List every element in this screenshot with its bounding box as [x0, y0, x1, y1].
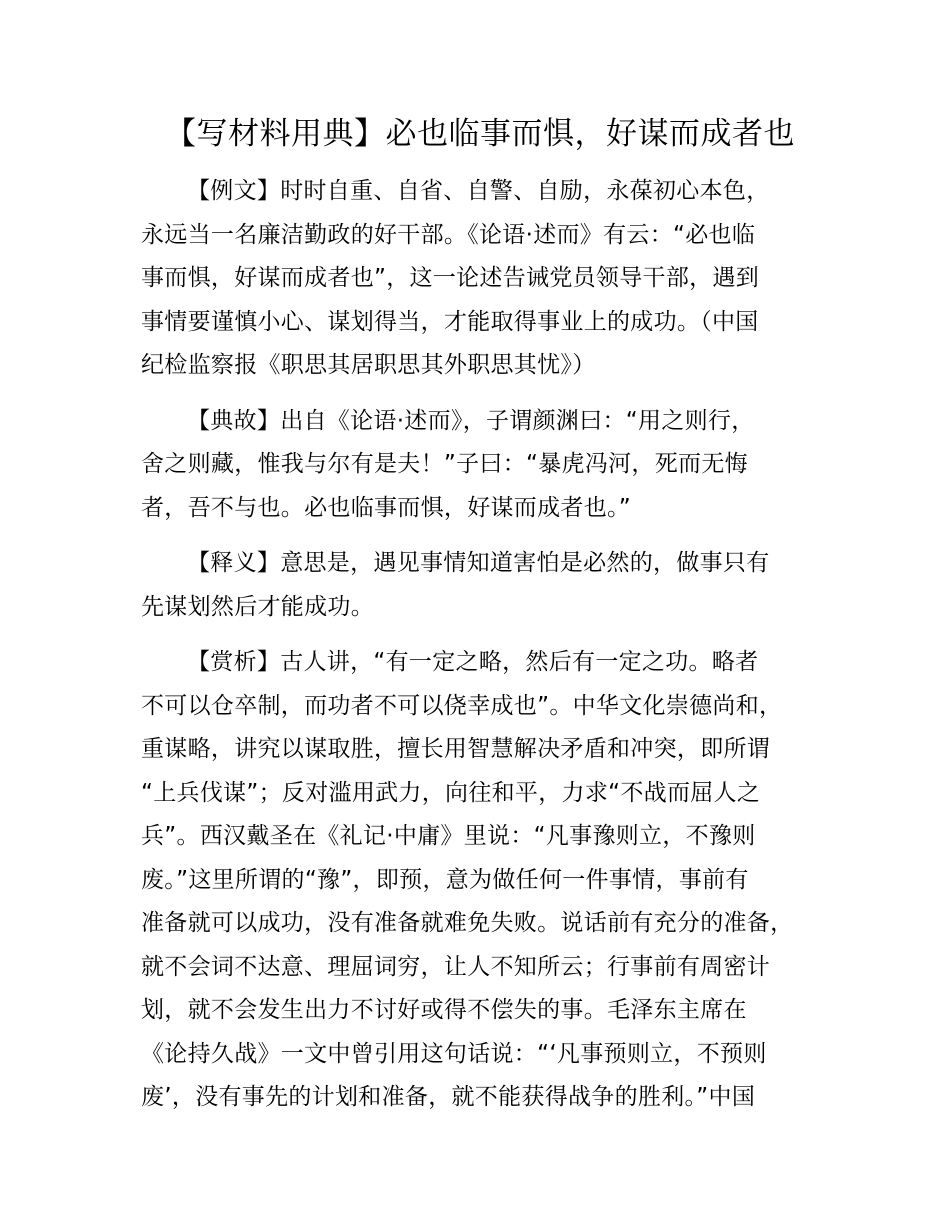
text-line: 舍之则藏，惟我与尔有是夫！”子曰：“暴虎冯河，死而无悔: [141, 451, 748, 477]
text-line: 【典故】出自《论语·述而》，子谓颜渊曰：“用之则行，: [187, 407, 755, 434]
text-line: 废’，没有事先的计划和准备，就不能获得战争的胜利。”中国: [141, 1084, 756, 1110]
text-line: 者，吾不与也。必也临事而惧，好谋而成者也。”: [141, 494, 632, 521]
text-line: 就不会词不达意、理屈词穷，让人不知所云；行事前有周密计: [141, 953, 771, 980]
text-line: 永远当一名廉洁勤政的好干部。《论语·述而》有云：“必也临: [141, 221, 756, 248]
text-line: 纪检监察报《职思其居职思其外职思其忧》）: [141, 352, 596, 378]
text-line: 【例文】时时自重、自省、自警、自励，永葆初心本色，: [187, 178, 770, 204]
paragraph-analysis: [141, 641, 841, 1120]
text-line: 准备就可以成功，没有准备就难免失败。说话前有充分的准备，: [141, 910, 794, 936]
text-line: 废。”这里所谓的“豫”，即预，意为做任何一件事情，事前有: [141, 866, 749, 893]
text-line: 不可以仓卒制，而功者不可以侥幸成也”。中华文化崇德尚和，: [141, 692, 783, 719]
document-title: 【写材料用典】必也临事而惧，好谋而成者也: [165, 116, 795, 152]
paragraph-allusion: [141, 400, 841, 531]
text-line: 【赏析】古人讲，“有一定之略，然后有一定之功。略者: [187, 649, 759, 675]
text-line: 事而惧，好谋而成者也”，这一论述告诫党员领导干部，遇到: [141, 265, 760, 291]
text-line: 事情要谨慎小心、谋划得当，才能取得事业上的成功。（中国: [141, 308, 759, 335]
text-line: 《论持久战》一文中曾引用这句话说：“‘凡事预则立，不预则: [141, 1040, 767, 1067]
text-line: 兵”。西汉戴圣在《礼记·中庸》里说：“凡事豫则立，不豫则: [141, 823, 756, 849]
text-line: “上兵伐谋”；反对滥用武力，向往和平，力求“不战而屈人之: [141, 779, 761, 806]
paragraph-meaning: [141, 542, 841, 629]
paragraph-example: [141, 170, 841, 388]
text-line: 先谋划然后才能成功。: [141, 593, 374, 620]
text-line: 重谋略，讲究以谋取胜，擅长用智慧解决矛盾和冲突，即所谓: [141, 736, 771, 762]
document-body: [141, 170, 841, 1132]
text-line: 划，就不会发生出力不讨好或得不偿失的事。毛泽东主席在: [141, 997, 747, 1023]
text-line: 【释义】意思是，遇见事情知道害怕是必然的，做事只有: [187, 550, 770, 576]
